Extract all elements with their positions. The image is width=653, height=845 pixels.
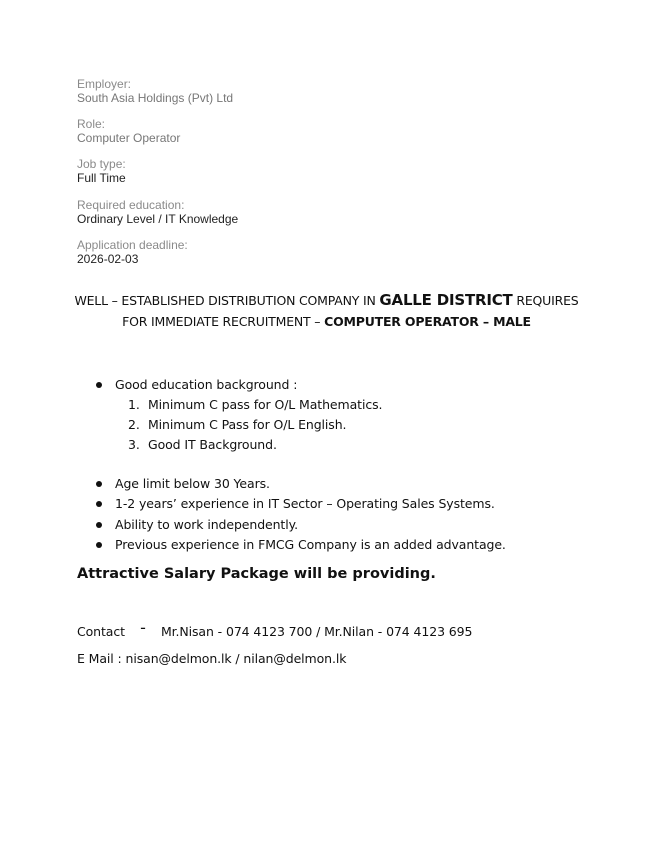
education-requirements-list (128, 395, 382, 455)
role-value: Computer Operator (77, 131, 181, 145)
list-item (96, 474, 506, 494)
headline-line-2 (0, 311, 653, 332)
job-type-block (77, 157, 126, 185)
headline-position: COMPUTER OPERATOR – MALE (324, 314, 531, 329)
bullet-icon (96, 542, 102, 548)
list-item-text: Age limit below 30 Years. (115, 476, 270, 491)
education-value: Ordinary Level / IT Knowledge (77, 212, 239, 226)
headline-line-1-post: REQUIRES (512, 293, 579, 308)
list-number: 1. (128, 397, 140, 412)
education-heading: Good education background : (115, 377, 298, 392)
education-bullet-list (96, 375, 297, 395)
headline-location: GALLE DISTRICT (379, 291, 513, 309)
headline-line-1 (0, 290, 653, 311)
list-item (96, 535, 506, 555)
list-item (96, 375, 297, 395)
contact-phone-numbers: Mr.Nisan - 074 4123 700 / Mr.Nilan - 074 4123 695 (160, 624, 473, 639)
contact-line (77, 618, 473, 640)
job-type-label: Job type: (77, 157, 126, 171)
bullet-icon (96, 501, 102, 507)
contact-label: Contact (77, 624, 125, 639)
list-item-text: Previous experience in FMCG Company is an added advantage. (115, 537, 506, 553)
employer-value: South Asia Holdings (Pvt) Ltd (77, 91, 234, 105)
bullet-icon (96, 382, 102, 388)
salary-statement: Attractive Salary Package will be providing. (77, 566, 436, 582)
employer-label: Employer: (77, 77, 132, 91)
list-item (96, 515, 506, 535)
list-number: 2. (128, 417, 140, 432)
requirements-list (96, 474, 506, 556)
bullet-icon (96, 522, 102, 528)
employer-block (77, 77, 233, 105)
list-item (128, 435, 382, 455)
headline-line-2-pre: FOR IMMEDIATE RECRUITMENT – (122, 314, 325, 329)
job-type-value: Full Time (77, 171, 126, 185)
deadline-label: Application deadline: (77, 238, 188, 252)
education-label: Required education: (77, 198, 185, 212)
list-item-text: Ability to work independently. (115, 516, 298, 532)
headline (0, 290, 653, 332)
list-item (96, 494, 506, 514)
education-block (77, 198, 238, 226)
list-item-text: Good IT Background. (148, 437, 277, 452)
list-item (128, 415, 382, 435)
bullet-icon (96, 481, 102, 487)
role-block (77, 117, 180, 145)
email-line: E Mail : nisan@delmon.lk / nilan@delmon.lk (77, 651, 347, 666)
list-item-text: Minimum C Pass for O/L English. (148, 417, 347, 432)
headline-line-1-pre: WELL – ESTABLISHED DISTRIBUTION COMPANY IN (74, 293, 380, 308)
list-item-text: Minimum C pass for O/L Mathematics. (148, 397, 383, 412)
deadline-value: 2026-02-03 (77, 252, 139, 266)
list-item (128, 395, 382, 415)
contact-dash: - (140, 618, 146, 637)
list-item-text: 1-2 years’ experience in IT Sector – Operating Sales Systems. (115, 496, 495, 512)
role-label: Role: (77, 117, 106, 131)
deadline-block (77, 238, 188, 266)
list-number: 3. (128, 437, 140, 452)
